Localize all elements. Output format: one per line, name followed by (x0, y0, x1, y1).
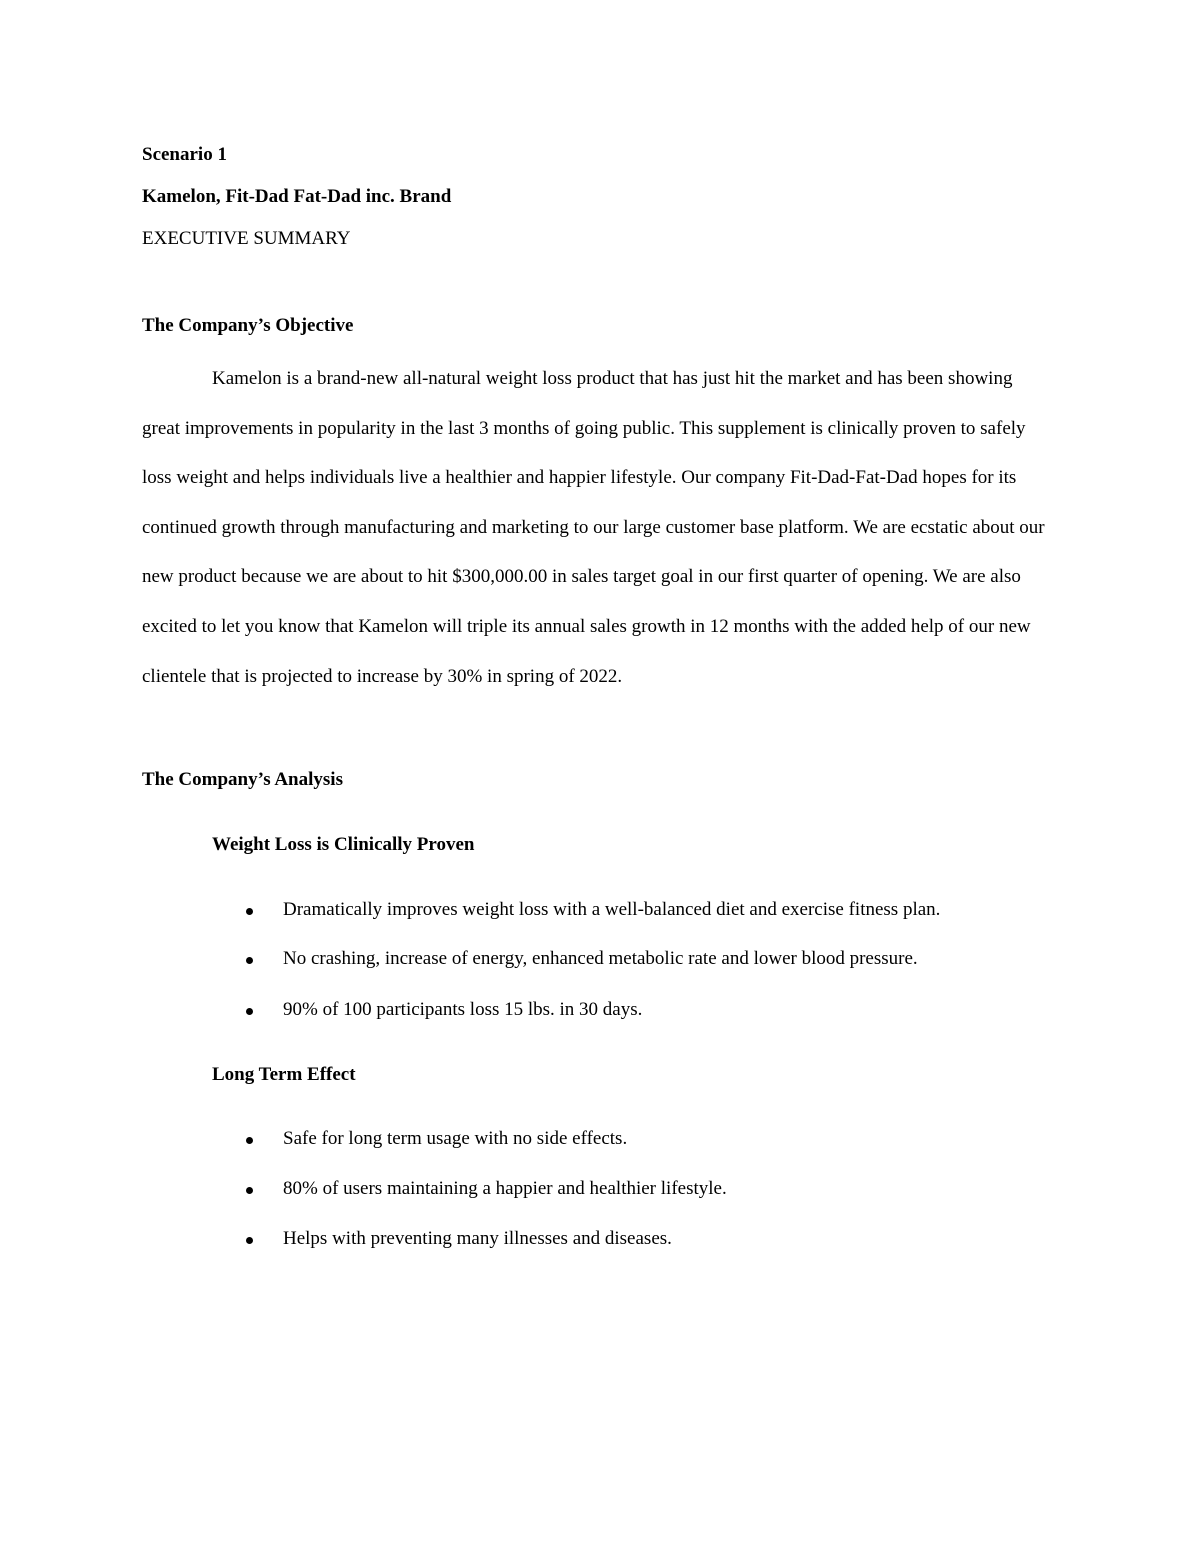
bullet-icon (246, 1187, 253, 1194)
bullet-icon (246, 957, 253, 964)
scenario-label: Scenario 1 (142, 144, 227, 165)
objective-heading: The Company’s Objective (142, 315, 354, 336)
executive-summary-title: EXECUTIVE SUMMARY (142, 228, 351, 249)
brand-title: Kamelon, Fit-Dad Fat-Dad inc. Brand (142, 186, 452, 207)
analysis-heading: The Company’s Analysis (142, 769, 343, 790)
list-item-text: Dramatically improves weight loss with a well-balanced diet and exercise fitness plan. (283, 899, 941, 920)
bullet-icon (246, 1237, 253, 1244)
section-title-weight-loss: Weight Loss is Clinically Proven (212, 834, 475, 855)
bullet-icon (246, 908, 253, 915)
list-item-text: 80% of users maintaining a happier and healthier lifestyle. (283, 1178, 727, 1199)
list-item-text: Helps with preventing many illnesses and diseases. (283, 1228, 672, 1249)
list-item-text: 90% of 100 participants loss 15 lbs. in 30 days. (283, 999, 643, 1020)
bullet-icon (246, 1008, 253, 1015)
list-item-text: No crashing, increase of energy, enhanced metabolic rate and lower blood pressure. (283, 948, 918, 969)
objective-paragraph: Kamelon is a brand-new all-natural weight loss product that has just hit the market and has been showing great improvements in popularity in the last 3 months of going public. This supplement is clinically proven to safely loss weight and helps individuals live a healthier and happier lifestyle. Our company Fit-Dad-Fat-Dad hopes for its continued growth through manufacturing and marketing to our large customer base platform. We are ecstatic about our new product because we are about to hit $300,000.00 in sales target goal in our first quarter of opening. We are also excited to let you know that Kamelon will triple its annual sales growth in 12 months with the added help of our new clientele that is projected to increase by 30% in spring of 2022. (142, 368, 1045, 687)
bullet-icon (246, 1137, 253, 1144)
list-item-text: Safe for long term usage with no side effects. (283, 1128, 628, 1149)
section-title-long-term: Long Term Effect (212, 1064, 356, 1085)
